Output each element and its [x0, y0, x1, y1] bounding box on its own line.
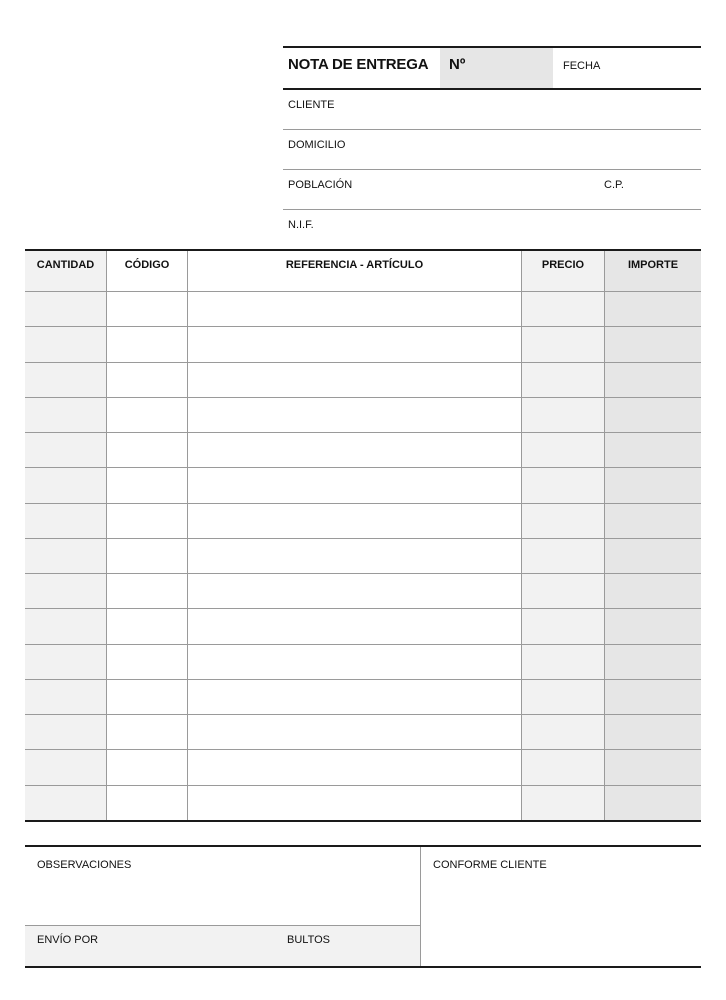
nif-label: N.I.F. [288, 219, 314, 231]
address-field[interactable] [283, 130, 701, 170]
quantity-header: CANTIDAD [36, 259, 95, 271]
shipping-label: ENVÍO POR [37, 934, 99, 946]
table-row[interactable] [25, 362, 701, 363]
items-table [25, 249, 701, 822]
number-label: Nº [449, 56, 466, 73]
table-row[interactable] [25, 467, 701, 468]
table-row[interactable] [25, 291, 701, 292]
client-field[interactable] [283, 90, 701, 130]
nif-field[interactable] [283, 210, 701, 249]
number-field[interactable] [440, 48, 553, 88]
postal-code-label: C.P. [604, 179, 624, 191]
amount-column [605, 251, 701, 820]
document-title: NOTA DE ENTREGA [288, 56, 429, 73]
code-header: CÓDIGO [124, 259, 170, 271]
table-row[interactable] [25, 608, 701, 609]
code-column [107, 251, 188, 820]
table-row[interactable] [25, 538, 701, 539]
reference-header: REFERENCIA - ARTÍCULO [285, 259, 424, 271]
observations-label: OBSERVACIONES [37, 859, 132, 871]
observations-field[interactable] [25, 847, 420, 925]
table-row[interactable] [25, 714, 701, 715]
table-row[interactable] [25, 503, 701, 504]
table-row[interactable] [25, 397, 701, 398]
footer-left [25, 847, 421, 966]
client-label: CLIENTE [288, 99, 335, 111]
client-approval-field[interactable] [421, 847, 701, 966]
packages-label: BULTOS [287, 934, 330, 946]
table-row[interactable] [25, 749, 701, 750]
delivery-note-header [283, 46, 701, 249]
header-title-row [283, 46, 701, 90]
address-label: DOMICILIO [288, 139, 346, 151]
town-label: POBLACIÓN [288, 179, 353, 191]
table-row[interactable] [25, 679, 701, 680]
table-row[interactable] [25, 573, 701, 574]
table-row[interactable] [25, 785, 701, 786]
town-field[interactable] [283, 170, 701, 210]
date-label: FECHA [563, 60, 601, 72]
client-approval-label: CONFORME CLIENTE [433, 859, 547, 871]
table-row[interactable] [25, 432, 701, 433]
price-column [522, 251, 605, 820]
delivery-note-footer [25, 845, 701, 968]
shipping-field[interactable] [25, 925, 420, 966]
quantity-column [25, 251, 107, 820]
price-header: PRECIO [541, 259, 585, 271]
table-row[interactable] [25, 326, 701, 327]
amount-header: IMPORTE [627, 259, 679, 271]
table-row[interactable] [25, 644, 701, 645]
reference-column [188, 251, 522, 820]
